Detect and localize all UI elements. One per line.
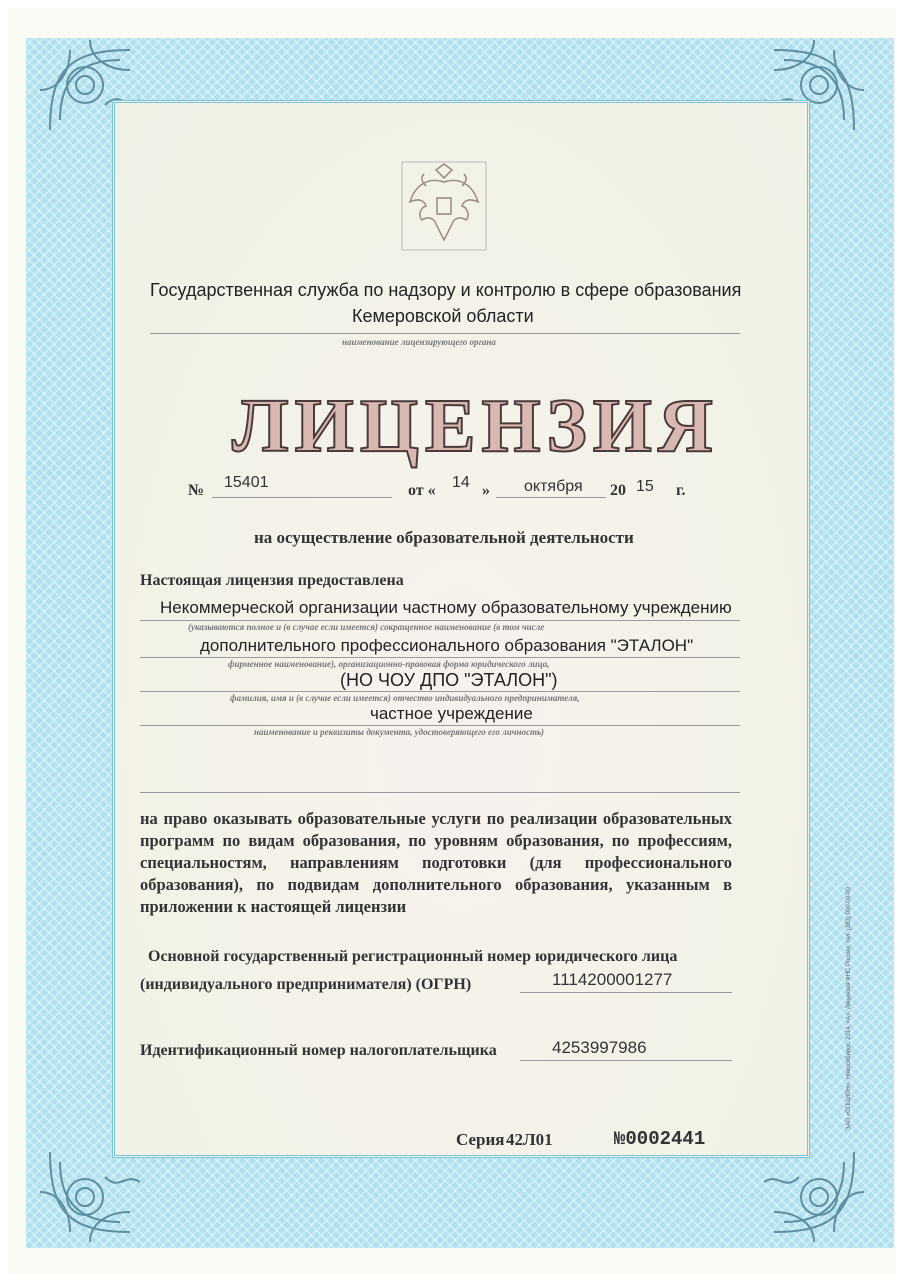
org-caption-1: (указываются полное и (в случае если имеется) сокращенное наименование (в том числе [188,622,545,632]
agency-name-line2: Кемеровской области [352,306,534,326]
ogrn-value: 1114200001277 [552,970,673,989]
date-close-quote: » [482,482,490,499]
divider [496,497,606,498]
year-abbr: г. [676,482,686,499]
org-caption-4: наименование и реквизиты документа, удостоверяющего его личность) [254,727,545,737]
printer-imprint: ЗАО «ОПЦИОН», Новосибирск, 2014, «А», Лицензия ФНС России, тел. (383) 000-00-00 [846,887,852,1130]
org-caption-3: фамилия, имя и (в случае если имеется) отчество индивидуального предпринимателя, [230,693,580,703]
agency-caption: наименование лицензирующего органа [342,337,496,347]
org-caption-2: фирменное наименование), организационно-правовая форма юридического лица, [228,659,550,669]
ogrn-label-line2: (индивидуального предпринимателя) (ОГРН) [140,976,472,993]
divider [520,1060,732,1061]
org-name-line2: дополнительного профессионального образования "ЭТАЛОН" [200,636,694,655]
divider [140,620,740,621]
org-name-line1: Некоммерческой организации частному образовательному учреждению [160,598,732,617]
number-label: № [188,482,205,499]
license-number: 15401 [224,474,269,491]
divider [140,792,740,793]
org-name-line4: частное учреждение [370,704,533,723]
divider [140,657,740,658]
year-prefix: 20 [610,482,626,499]
granted-label: Настоящая лицензия предоставлена [140,572,404,589]
license-month: октября [524,478,583,495]
license-year: 15 [636,478,654,495]
license-purpose: на осуществление образовательной деятельности [254,528,634,547]
series-value: 42Л01 [506,1130,553,1149]
rights-text: на право оказывать образовательные услуги по реализации образовательных программ по видам образования, по уровням образования, по профессиям, специальностям, направлениям подготовки (для профессионального образования), по подвидам дополнительного образования, указанным в приложении к настоящей лицензии [140,809,732,916]
series-label: Серия [456,1130,505,1149]
divider [520,992,732,993]
org-name-line3: (НО ЧОУ ДПО "ЭТАЛОН") [340,670,558,690]
form-number: №0002441 [614,1128,706,1150]
divider [140,725,740,726]
divider [212,497,392,498]
inn-label: Идентификационный номер налогоплательщика [140,1042,497,1059]
divider [140,691,740,692]
license-day: 14 [452,474,470,491]
ogrn-label-line1: Основной государственный регистрационный номер юридического лица [148,948,678,965]
inn-value: 4253997986 [552,1038,647,1057]
coat-of-arms-icon [396,158,492,254]
date-from-label: от « [408,482,436,499]
page-title: ЛИЦЕНЗИЯ [232,384,719,468]
divider [150,333,740,334]
agency-name-line1: Государственная служба по надзору и контролю в сфере образования [150,280,742,300]
